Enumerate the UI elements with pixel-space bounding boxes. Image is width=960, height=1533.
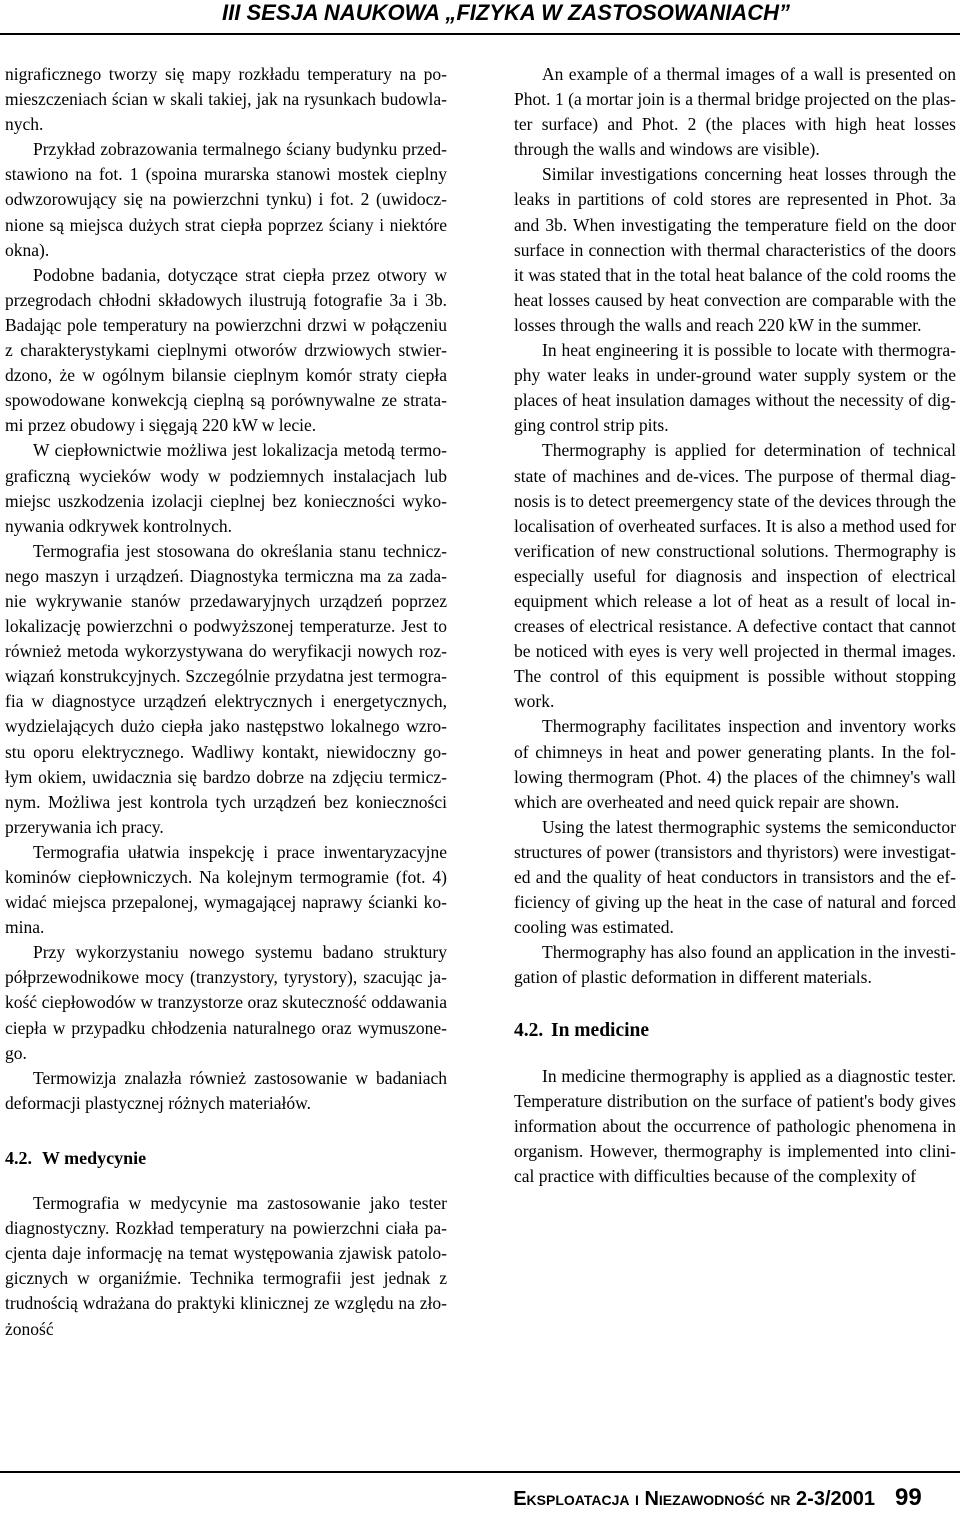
header-rule xyxy=(0,33,960,35)
body-paragraph: An example of a thermal images of a wall is presented on Phot. 1 (a mortar join is a thermal bridge projected on the plaster surface) and Phot. 2 (the places with high heat losses through the walls and windows are visible). xyxy=(514,64,956,160)
body-paragraph: Using the latest thermographic systems the semiconductor structures of power (transistors and thyristors) were investigated and the quality of heat conductors in transistors and the efficiency of giving up the heat in the case of natural and forced cooling was estimated. xyxy=(514,816,956,938)
body-paragraph: Termowizja znalazła również zastosowanie w badaniach deformacji plastycznej różnych materiałów. xyxy=(5,1067,447,1113)
section-heading xyxy=(5,1146,447,1171)
body-paragraph: Thermography is applied for determination of technical state of machines and de-vices. The purpose of thermal diagnosis is to detect preemergency state of the devices through the localisation of overheated surfaces. It is also a method used for verification of new constructional solutions. Thermography is especially useful for diagnosis and inspection of electrical equipment which release a lot of heat as a result of local increases of electrical resistance. A defective contact that cannot be noticed with eyes is very well projected in thermal images. The control of this equipment is possible without stopping work. xyxy=(514,440,956,712)
footer-journal-title: Eksploatacja i Niezawodność nr 2-3/2001 xyxy=(513,1488,875,1510)
body-paragraph: Termografia ułatwia inspekcję i prace inwentaryzacyjne kominów ciepłowniczych. Na kolejnym termogramie (fot. 4) widać miejsca przepalonej, wymagającej naprawy ścianki komina. xyxy=(5,841,447,938)
running-header-title: III SESJA NAUKOWA „FIZYKA W ZASTOSOWANIACH” xyxy=(222,0,790,25)
right-column-english xyxy=(514,62,956,1189)
body-paragraph: In heat engineering it is possible to locate with thermography water leaks in under-ground water supply system or the places of heat insulation damages without the necessity of digging control strip pits. xyxy=(514,340,956,436)
section-heading xyxy=(514,1018,956,1043)
section-heading-title: W medycynie xyxy=(42,1147,147,1168)
section-heading-number: 4.2. xyxy=(514,1020,544,1042)
body-paragraph: W ciepłownictwie możliwa jest lokalizacja metodą termograficzną wycieków wody w podziemnych instalacjach lub miejsc uszkodzenia izolacji cieplnej bez konieczności wykonywania odkrywek kontrolnych. xyxy=(5,440,447,536)
body-paragraph: Thermography facilitates inspection and inventory works of chimneys in heat and power generating plants. In the following thermogram (Phot. 4) the places of the chimney's wall which are overheated and need quick repair are shown. xyxy=(514,716,956,812)
body-paragraph: Przy wykorzystaniu nowego systemu badano struktury półprzewodnikowe mocy (tranzystory, tyrystory), szacując jakość ciepłowodów w tranzystorze oraz skuteczność oddawania ciepła w przypadku chłodzenia naturalnego oraz wymuszonego. xyxy=(5,942,447,1063)
body-paragraph: Termografia jest stosowana do określania stanu technicznego maszyn i urządzeń. Diagnostyka termiczna ma za zadanie wykrywanie stanów przedawaryjnych urządzeń poprzez lokalizację powierzchni o podwyższonej temperaturze. Jest to również metoda wykorzystywana do weryfikacji nowych rozwiązań konstrukcyjnych. Szczególnie przydatna jest termografia w diagnostyce urządzeń elektrycznych i energetycznych, wydzielających dużo ciepła jako następstwo lokalnego wzrostu oporu elektrycznego. Wadliwy kontakt, niewidoczny gołym okiem, uwidacznia się bardzo dobrze na zdjęciu termicznym. Możliwa jest kontrola tych urządzeń bez konieczności przerywania ich pracy. xyxy=(5,540,447,837)
body-paragraph: Przykład zobrazowania termalnego ściany budynku przedstawiono na fot. 1 (spoina murarska stanowi mostek cieplny odwzorowujący się na powierzchni tynku) i fot. 2 (uwidocznione są miejsca dużych strat ciepła poprzez ściany i niektóre okna). xyxy=(5,139,447,260)
body-paragraph: nigraficznego tworzy się mapy rozkładu temperatury na pomieszczeniach ścian w skali takiej, jak na rysunkach budowlanych. xyxy=(5,64,447,135)
body-paragraph: Podobne badania, dotyczące strat ciepła przez otwory w przegrodach chłodni składowych ilustrują fotografie 3a i 3b. Badając pole temperatury na powierzchni drzwi w połączeniu z charakterystykami cieplnymi otworów drzwiowych stwierdzono, że w ogólnym bilansie cieplnym komór straty ciepła spowodowane konwekcją cieplną są porównywalne ze stratami przez obudowy i sięgają 220 kW w lecie. xyxy=(5,264,447,436)
section-heading-number: 4.2. xyxy=(5,1147,32,1168)
footer-rule xyxy=(0,1471,960,1473)
page-number: 99 xyxy=(895,1484,922,1511)
left-column-polish xyxy=(5,62,447,1342)
body-paragraph: Termografia w medycynie ma zastosowanie jako tester diagnostyczny. Rozkład temperatury na powierzchni ciała pacjenta daje informację na temat występowania zjawisk patologicznych w organiźmie. Technika termografii jest jednak z trudnością wdrażana do praktyki klinicznej ze względu na złożoność xyxy=(5,1193,447,1339)
body-paragraph: Similar investigations concerning heat losses through the leaks in partitions of cold stores are represented in Phot. 3a and 3b. When investigating the temperature field on the door surface in connection with thermal characteristics of the doors it was stated that in the total heat balance of the cold rooms the heat losses caused by heat convection are comparable with the losses through the walls and reach 220 kW in the summer. xyxy=(514,164,956,335)
section-heading-title: In medicine xyxy=(551,1020,650,1042)
body-paragraph: In medicine thermography is applied as a diagnostic tester. Temperature distribution on the surface of patient's body gives information about the occurrence of pathologic phenomena in organism. However, thermography is implemented into clinical practice with difficulties because of the complexity of xyxy=(514,1065,956,1186)
body-paragraph: Thermography has also found an application in the investigation of plastic deformation in different materials. xyxy=(514,942,956,988)
